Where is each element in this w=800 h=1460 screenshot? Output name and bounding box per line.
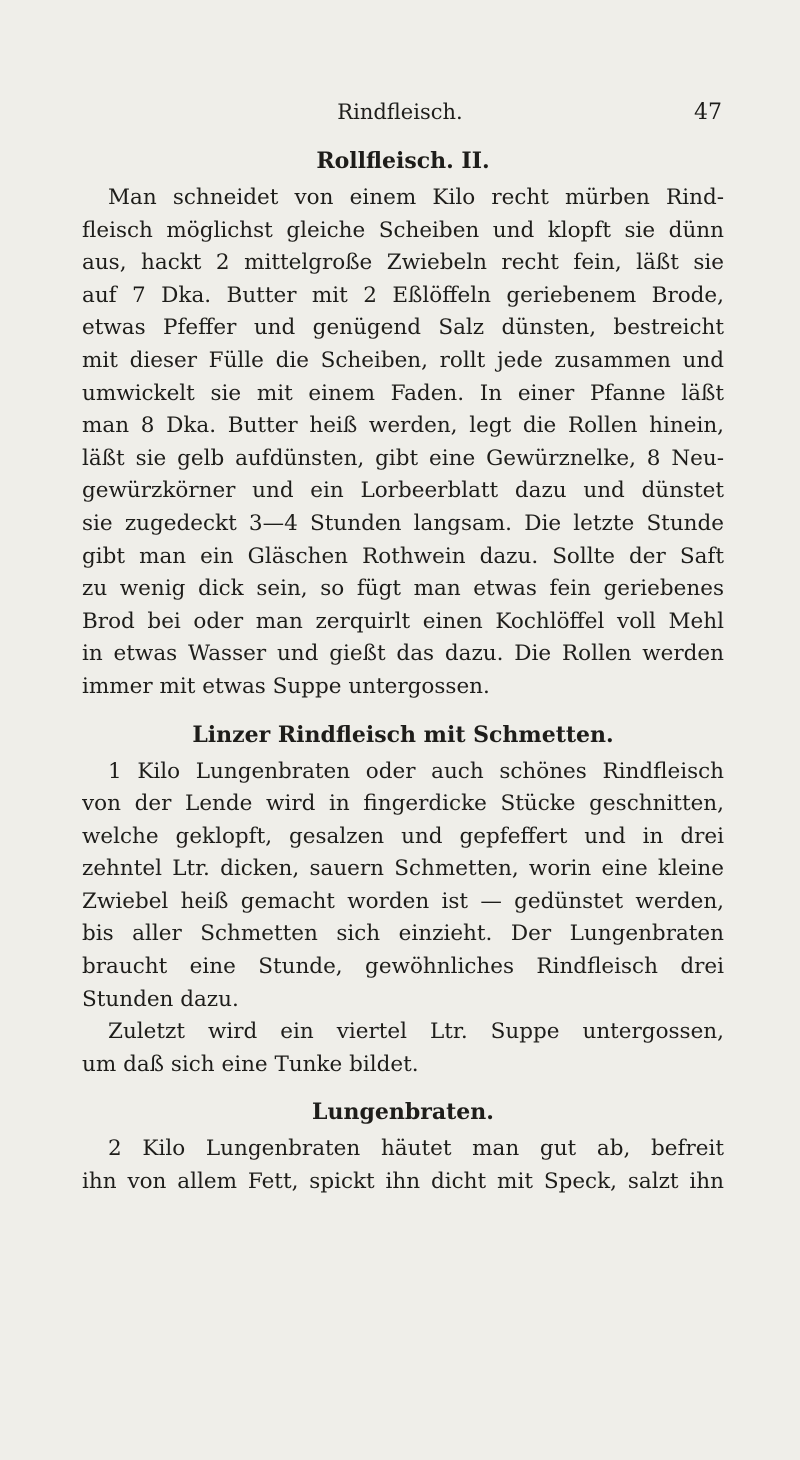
text-line: Zwiebel heiß gemacht worden ist — gedünstet werden, [82, 888, 724, 914]
text-line: in etwas Wasser und gießt das dazu. Die Rollen werden [82, 641, 724, 667]
text-line: Brod bei oder man zerquirlt einen Kochlöffel voll Mehl [82, 608, 724, 634]
text-line: fleisch möglichst gleiche Scheiben und klopft sie dünn [82, 217, 724, 243]
text-line: Man schneidet von einem Kilo recht mürben Rind- [108, 185, 724, 210]
text-line: aus, hackt 2 mittelgroße Zwiebeln recht fein, läßt sie [82, 250, 724, 276]
paragraph [82, 756, 724, 1017]
text-line: ihn von allem Fett, spickt ihn dicht mit Speck, salzt ihn [82, 1169, 724, 1195]
text-line: auf 7 Dka. Butter mit 2 Eßlöffeln geriebenem Brode, [82, 282, 724, 308]
text-block [82, 140, 724, 1199]
text-line: Zuletzt wird ein viertel Ltr. Suppe untergossen, [108, 1019, 724, 1045]
paragraph [82, 1016, 724, 1081]
section-title-rollfleisch: Rollfleisch. II. [316, 148, 490, 174]
running-head [0, 96, 800, 132]
text-line: welche geklopft, gesalzen und gepfeffert und in drei [82, 823, 724, 849]
text-line: mit dieser Fülle die Scheiben, rollt jede zusammen und [82, 347, 724, 373]
paragraph [82, 182, 724, 704]
running-title: Rindfleisch. [337, 100, 463, 124]
paragraph [82, 1133, 724, 1198]
text-line: umwickelt sie mit einem Faden. In einer Pfanne läßt [82, 380, 724, 406]
text-line: braucht eine Stunde, gewöhnliches Rindfleisch drei [82, 954, 724, 980]
text-line: gibt man ein Gläschen Rothwein dazu. Sollte der Saft [82, 543, 724, 569]
text-line: 1 Kilo Lungenbraten oder auch schönes Rindfleisch [108, 758, 724, 784]
text-line: Stunden dazu. [82, 986, 239, 1012]
text-line: zu wenig dick sein, so fügt man etwas fein geriebenes [82, 576, 724, 602]
text-line: zehntel Ltr. dicken, sauern Schmetten, worin eine kleine [82, 856, 724, 882]
section-title-linzer-rindfleisch: Linzer Rindfleisch mit Schmetten. [192, 721, 614, 748]
text-line: 2 Kilo Lungenbraten häutet man gut ab, befreit [108, 1136, 724, 1162]
text-line: gewürzkörner und ein Lorbeerblatt dazu und dünstet [82, 478, 724, 504]
text-line: um daß sich eine Tunke bildet. [82, 1051, 419, 1077]
text-line: man 8 Dka. Butter heiß werden, legt die Rollen hinein, [82, 413, 724, 439]
text-line: sie zugedeckt 3—4 Stunden langsam. Die letzte Stunde [82, 510, 724, 536]
section-title-lungenbraten: Lungenbraten. [312, 1099, 494, 1126]
text-line: bis aller Schmetten sich einzieht. Der Lungenbraten [82, 921, 724, 947]
text-line: von der Lende wird in fingerdicke Stücke geschnitten, [82, 791, 724, 817]
page-number: 47 [694, 100, 722, 125]
text-line: immer mit etwas Suppe untergossen. [82, 673, 490, 699]
text-line: etwas Pfeffer und genügend Salz dünsten, bestreicht [82, 315, 724, 341]
text-line: läßt sie gelb aufdünsten, gibt eine Gewürznelke, 8 Neu- [82, 445, 724, 471]
